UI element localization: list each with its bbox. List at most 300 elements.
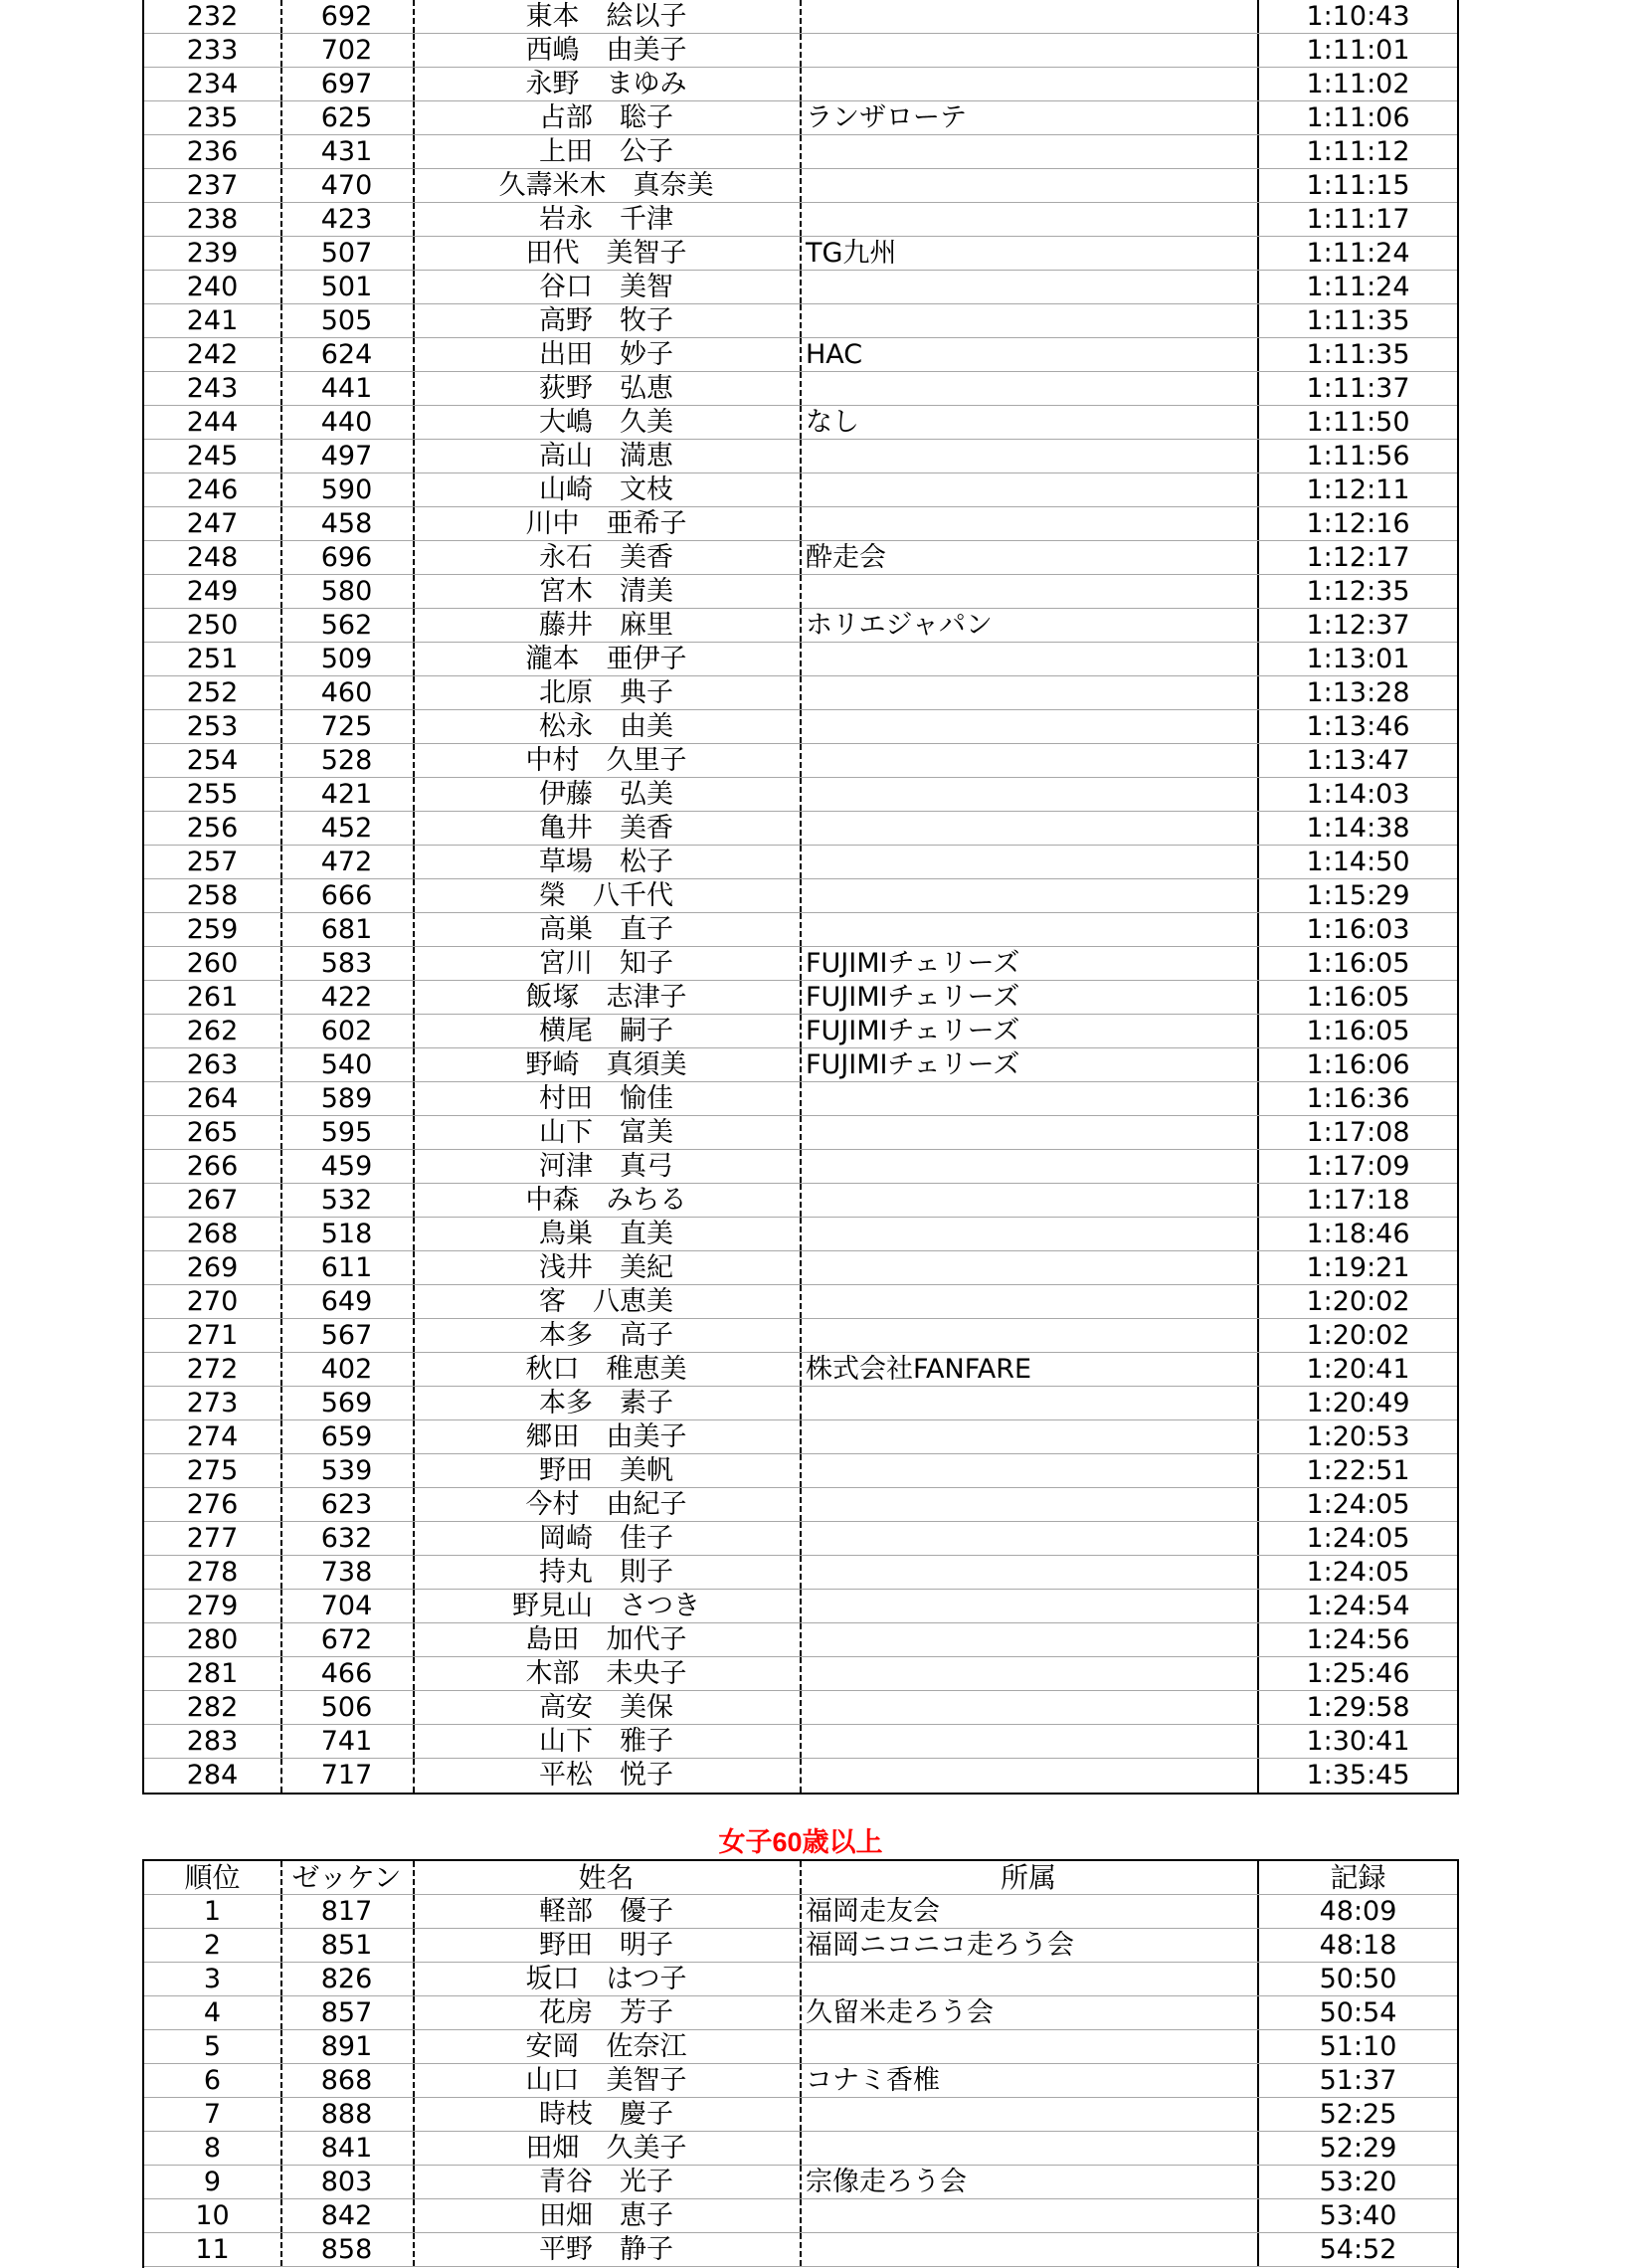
time-cell: 1:20:41 [1306,1354,1410,1385]
table-row [144,1150,1457,1184]
name-cell: 郷田 由美子 [525,1421,687,1452]
table-row [144,710,1457,744]
bib-cell: 741 [320,1726,373,1757]
bib-cell: 459 [320,1151,373,1182]
rank-cell: 261 [186,982,239,1013]
club-cell [800,1657,1257,1690]
time-cell: 1:16:36 [1306,1083,1410,1114]
rank-cell: 258 [186,880,239,911]
time-cell: 1:16:06 [1306,1049,1410,1080]
time-cell: 1:12:16 [1306,508,1410,539]
time-cell: 1:11:24 [1306,272,1410,302]
bib-cell: 441 [320,373,373,404]
rank-cell: 1 [203,1896,222,1927]
club-cell [800,812,1257,845]
table-row [144,2199,1457,2233]
time-cell: 1:24:05 [1306,1489,1410,1520]
bib-cell: 423 [320,204,373,235]
name-cell: 本多 高子 [539,1320,673,1351]
club-cell [800,2030,1257,2063]
time-cell: 1:22:51 [1306,1455,1410,1486]
table-row [144,1251,1457,1285]
rank-cell: 239 [186,238,239,269]
club-cell [800,1454,1257,1487]
rank-cell: 279 [186,1591,239,1621]
bib-cell: 402 [320,1354,373,1385]
rank-cell: 234 [186,69,239,99]
rank-cell: 240 [186,272,239,302]
bib-cell: 506 [320,1692,373,1723]
table-row [144,575,1457,609]
table-row [144,1556,1457,1590]
bib-cell: 595 [320,1117,373,1148]
name-cell: 本多 素子 [539,1388,673,1418]
bib-cell: 567 [320,1320,373,1351]
time-cell: 1:11:15 [1306,170,1410,201]
rank-cell: 269 [186,1252,239,1283]
table-row [144,68,1457,101]
rank-cell: 275 [186,1455,239,1486]
table-row [144,1725,1457,1759]
club-cell: FUJIMIチェリーズ [806,1049,1020,1080]
name-cell: 久壽米木 真奈美 [498,170,714,201]
bib-cell: 528 [320,745,373,776]
table-row [144,203,1457,237]
table-row [144,1387,1457,1420]
club-cell [800,203,1257,236]
name-cell: 松永 由美 [539,711,673,742]
club-cell [800,778,1257,811]
club-cell [800,2098,1257,2131]
time-cell: 1:16:05 [1306,1016,1410,1046]
bib-cell: 611 [320,1252,373,1283]
time-cell: 1:12:35 [1306,576,1410,607]
time-cell: 1:11:17 [1306,204,1410,235]
bib-cell: 539 [320,1455,373,1486]
club-cell [800,846,1257,878]
time-cell: 1:29:58 [1306,1692,1410,1723]
rank-cell: 7 [203,2099,222,2130]
time-cell: 1:14:38 [1306,813,1410,844]
club-cell: FUJIMIチェリーズ [806,982,1020,1013]
club-cell: ホリエジャパン [806,610,993,641]
bib-cell: 501 [320,272,373,302]
name-cell: 村田 愉佳 [539,1083,673,1114]
time-cell: 1:11:06 [1306,102,1410,133]
bib-cell: 422 [320,982,373,1013]
table-row [144,846,1457,879]
rank-cell: 6 [203,2065,222,2096]
time-cell: 1:14:50 [1306,847,1410,877]
rank-cell: 284 [186,1760,239,1791]
rank-cell: 260 [186,948,239,979]
club-cell [800,1420,1257,1453]
name-cell: 飯塚 志津子 [525,982,687,1013]
bib-cell: 725 [320,711,373,742]
table-row [144,609,1457,643]
club-cell [800,507,1257,540]
name-cell: 藤井 麻里 [539,610,673,641]
time-cell: 1:11:24 [1306,238,1410,269]
name-cell: 永野 まゆみ [525,69,687,99]
bib-cell: 696 [320,542,373,573]
club-cell [800,1218,1257,1250]
club-cell [800,304,1257,337]
name-cell: 瀧本 亜伊子 [525,644,687,674]
name-cell: 山下 雅子 [539,1726,673,1757]
rank-cell: 268 [186,1219,239,1249]
table-row [144,1048,1457,1082]
bib-cell: 421 [320,779,373,810]
rank-cell: 235 [186,102,239,133]
time-cell: 1:20:02 [1306,1320,1410,1351]
time-cell: 1:25:46 [1306,1658,1410,1689]
time-cell: 1:11:02 [1306,69,1410,99]
time-cell: 1:16:05 [1306,982,1410,1013]
table-row [144,440,1457,473]
bib-cell: 672 [320,1624,373,1655]
name-cell: 伊藤 弘美 [539,779,673,810]
name-cell: 田畑 恵子 [539,2200,673,2231]
bib-cell: 888 [320,2099,373,2130]
club-cell: FUJIMIチェリーズ [806,948,1020,979]
name-cell: 大嶋 久美 [539,407,673,438]
club-cell: 久留米走ろう会 [806,1997,994,2028]
name-cell: 榮 八千代 [539,880,673,911]
name-cell: 木部 未央子 [525,1658,687,1689]
bib-cell: 738 [320,1557,373,1588]
rank-cell: 259 [186,914,239,945]
bib-cell: 623 [320,1489,373,1520]
header-rank: 順位 [184,1861,241,1894]
table-row [144,1319,1457,1353]
table-row [144,1895,1457,1929]
header-name: 姓名 [578,1861,635,1894]
club-cell [800,1759,1257,1792]
table-row [144,1082,1457,1116]
header-time: 記録 [1330,1861,1386,1894]
name-cell: 青谷 光子 [539,2167,673,2197]
bib-cell: 470 [320,170,373,201]
club-cell [800,744,1257,777]
rank-cell: 281 [186,1658,239,1689]
time-cell: 50:50 [1319,1964,1397,1994]
time-cell: 1:13:01 [1306,644,1410,674]
time-cell: 51:10 [1319,2031,1397,2062]
club-cell [800,2132,1257,2165]
time-cell: 1:19:21 [1306,1252,1410,1283]
table-row [144,1420,1457,1454]
club-cell [800,169,1257,202]
time-cell: 52:25 [1319,2099,1397,2130]
name-cell: 川中 亜希子 [525,508,687,539]
rank-cell: 245 [186,441,239,472]
club-cell [800,1488,1257,1521]
bib-cell: 472 [320,847,373,877]
table-row [144,1623,1457,1657]
name-cell: 永石 美香 [539,542,673,573]
time-cell: 1:24:05 [1306,1523,1410,1554]
time-cell: 1:12:37 [1306,610,1410,641]
name-cell: 島田 加代子 [525,1624,687,1655]
name-cell: 田代 美智子 [525,238,687,269]
table-row [144,812,1457,846]
name-cell: 軽部 優子 [539,1896,673,1927]
name-cell: 出田 妙子 [539,339,673,370]
rank-cell: 274 [186,1421,239,1452]
club-cell [800,1725,1257,1758]
bib-cell: 841 [320,2133,373,2164]
time-cell: 1:17:08 [1306,1117,1410,1148]
name-cell: 亀井 美香 [539,813,673,844]
time-cell: 1:11:01 [1306,35,1410,66]
time-cell: 52:29 [1319,2133,1397,2164]
name-cell: 高野 牧子 [539,305,673,336]
table-row [144,1015,1457,1048]
time-cell: 1:13:28 [1306,677,1410,708]
time-cell: 1:18:46 [1306,1219,1410,1249]
table-row [144,1691,1457,1725]
bib-cell: 532 [320,1185,373,1216]
name-cell: 平野 静子 [539,2234,673,2265]
rank-cell: 282 [186,1692,239,1723]
rank-cell: 244 [186,407,239,438]
bib-cell: 583 [320,948,373,979]
rank-cell: 278 [186,1557,239,1588]
name-cell: 野見山 さつき [512,1591,700,1621]
time-cell: 1:11:50 [1306,407,1410,438]
club-cell: TG九州 [806,238,897,269]
table-row [144,1759,1457,1793]
time-cell: 1:12:17 [1306,542,1410,573]
name-cell: 田畑 久美子 [525,2133,687,2164]
time-cell: 1:11:37 [1306,373,1410,404]
results-table-women-upper [142,0,1459,1795]
club-cell [800,1963,1257,1995]
rank-cell: 253 [186,711,239,742]
club-cell [800,710,1257,743]
name-cell: 東本 絵以子 [525,1,687,32]
name-cell: 山下 富美 [539,1117,673,1148]
rank-cell: 241 [186,305,239,336]
bib-cell: 518 [320,1219,373,1249]
club-cell: 福岡走友会 [806,1896,940,1927]
name-cell: 宮木 清美 [539,576,673,607]
club-cell [800,643,1257,675]
header-bib: ゼッケン [291,1861,402,1894]
name-cell: 今村 由紀子 [525,1489,687,1520]
time-cell: 1:24:54 [1306,1591,1410,1621]
table-row [144,2166,1457,2199]
club-cell [800,1590,1257,1622]
name-cell: 安岡 佐奈江 [525,2031,687,2062]
club-cell [800,676,1257,709]
table-row [144,507,1457,541]
time-cell: 1:11:56 [1306,441,1410,472]
bib-cell: 717 [320,1760,373,1791]
club-cell [800,1522,1257,1555]
time-cell: 1:11:35 [1306,339,1410,370]
time-cell: 1:16:03 [1306,914,1410,945]
time-cell: 1:20:53 [1306,1421,1410,1452]
club-cell [800,913,1257,946]
time-cell: 1:24:56 [1306,1624,1410,1655]
table-row [144,338,1457,372]
name-cell: 占部 聡子 [539,102,673,133]
table-row [144,1963,1457,1996]
rank-cell: 5 [203,2031,222,2062]
club-cell [800,372,1257,405]
table-row [144,1285,1457,1319]
table-row [144,1218,1457,1251]
table-row [144,237,1457,271]
rank-cell: 9 [203,2167,222,2197]
rank-cell: 265 [186,1117,239,1148]
rank-cell: 232 [186,1,239,32]
club-cell [800,879,1257,912]
rank-cell: 257 [186,847,239,877]
table-row [144,913,1457,947]
table-row [144,1522,1457,1556]
name-cell: 高山 満恵 [539,441,673,472]
bib-cell: 458 [320,508,373,539]
name-cell: 野田 明子 [539,1930,673,1961]
name-cell: 高安 美保 [539,1692,673,1723]
rank-cell: 271 [186,1320,239,1351]
rank-cell: 267 [186,1185,239,1216]
name-cell: 草場 松子 [539,847,673,877]
club-cell [800,1116,1257,1149]
rank-cell: 263 [186,1049,239,1080]
rank-cell: 270 [186,1286,239,1317]
name-cell: 宮川 知子 [539,948,673,979]
table-row [144,1488,1457,1522]
rank-cell: 3 [203,1964,222,1994]
table-row [144,1116,1457,1150]
table-row [144,1353,1457,1387]
table-row [144,372,1457,406]
name-cell: 秋口 稚恵美 [525,1354,687,1385]
bib-cell: 659 [320,1421,373,1452]
time-cell: 1:10:43 [1306,1,1410,32]
name-cell: 西嶋 由美子 [525,35,687,66]
section-title: 女子60歳以上 [718,1827,883,1857]
bib-cell: 497 [320,441,373,472]
name-cell: 河津 真弓 [539,1151,673,1182]
table-row [144,778,1457,812]
name-cell: 平松 悦子 [539,1760,673,1791]
table-row [144,271,1457,304]
table-row [144,643,1457,676]
time-cell: 1:16:05 [1306,948,1410,979]
bib-cell: 817 [320,1896,373,1927]
time-cell: 54:52 [1319,2234,1397,2265]
time-cell: 48:09 [1319,1896,1397,1927]
name-cell: 中森 みちる [525,1185,687,1216]
table-row [144,2132,1457,2166]
club-cell [800,1556,1257,1589]
rank-cell: 256 [186,813,239,844]
table-row [144,1454,1457,1488]
bib-cell: 851 [320,1930,373,1961]
table-row [144,2233,1457,2267]
bib-cell: 431 [320,136,373,167]
rank-cell: 266 [186,1151,239,1182]
rank-cell: 255 [186,779,239,810]
bib-cell: 666 [320,880,373,911]
bib-cell: 625 [320,102,373,133]
club-cell [800,0,1257,33]
club-cell [800,1623,1257,1656]
name-cell: 時枝 慶子 [539,2099,673,2130]
bib-cell: 569 [320,1388,373,1418]
club-cell [800,1150,1257,1183]
time-cell: 1:13:47 [1306,745,1410,776]
rank-cell: 251 [186,644,239,674]
rank-cell: 243 [186,373,239,404]
table-header-row [144,1861,1457,1895]
table-row [144,541,1457,575]
name-cell: 野崎 真須美 [525,1049,687,1080]
table-row [144,473,1457,507]
rank-cell: 11 [195,2234,230,2265]
name-cell: 坂口 はつ子 [525,1964,687,1994]
bib-cell: 509 [320,644,373,674]
name-cell: 谷口 美智 [539,272,673,302]
bib-cell: 704 [320,1591,373,1621]
club-cell [800,575,1257,608]
time-cell: 1:17:18 [1306,1185,1410,1216]
time-cell: 1:14:03 [1306,779,1410,810]
club-cell [800,135,1257,168]
club-cell [800,1691,1257,1724]
name-cell: 岩永 千津 [539,204,673,235]
bib-cell: 857 [320,1997,373,2028]
table-row [144,879,1457,913]
bib-cell: 826 [320,1964,373,1994]
name-cell: 花房 芳子 [539,1997,673,2028]
rank-cell: 249 [186,576,239,607]
rank-cell: 8 [203,2133,222,2164]
bib-cell: 681 [320,914,373,945]
club-cell [800,271,1257,303]
rank-cell: 283 [186,1726,239,1757]
bib-cell: 580 [320,576,373,607]
club-cell [800,2199,1257,2232]
club-cell: コナミ香椎 [806,2065,940,2096]
rank-cell: 233 [186,35,239,66]
name-cell: 客 八恵美 [539,1286,673,1317]
table-row [144,1657,1457,1691]
time-cell: 1:12:11 [1306,474,1410,505]
time-cell: 53:40 [1319,2200,1397,2231]
bib-cell: 649 [320,1286,373,1317]
club-cell [800,1082,1257,1115]
name-cell: 上田 公子 [539,136,673,167]
bib-cell: 697 [320,69,373,99]
time-cell: 1:17:09 [1306,1151,1410,1182]
time-cell: 1:20:49 [1306,1388,1410,1418]
club-cell: HAC [806,339,863,370]
club-cell: 株式会社FANFARE [806,1354,1032,1385]
time-cell: 1:13:46 [1306,711,1410,742]
name-cell: 荻野 弘恵 [539,373,673,404]
club-cell: 酔走会 [806,542,886,573]
bib-cell: 632 [320,1523,373,1554]
bib-cell: 589 [320,1083,373,1114]
rank-cell: 248 [186,542,239,573]
rank-cell: 242 [186,339,239,370]
